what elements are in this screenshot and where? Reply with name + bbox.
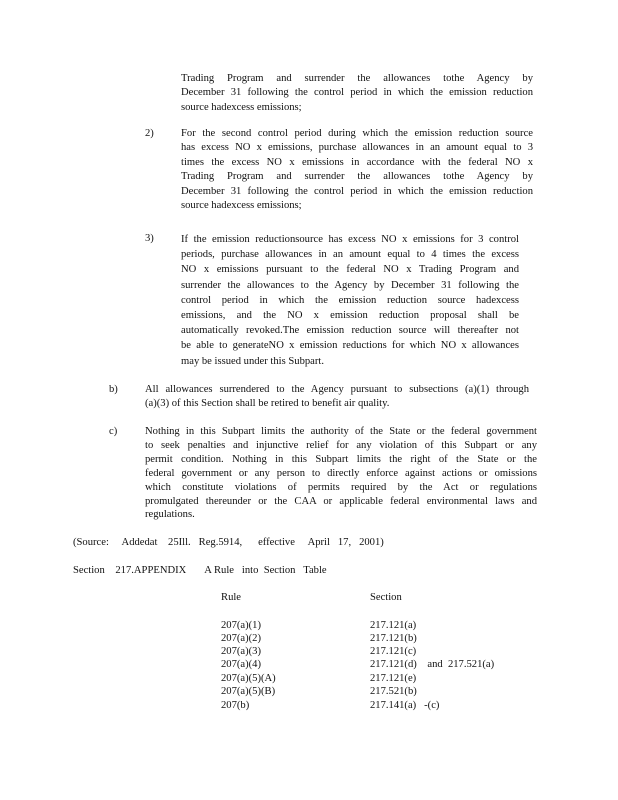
table-cell-rule: 207(a)(3) — [221, 646, 262, 657]
text-line: surrender the allowances to the Agency by December 31 following the — [181, 279, 519, 291]
text-line: (a)(3) of this Section shall be retired to benefit air quality. — [145, 398, 390, 410]
table-cell-section: 217.141(a) -(c) — [370, 700, 440, 711]
text-line: Trading Program and surrender the allowances tothe Agency by — [181, 73, 533, 84]
text-line: December 31 following the control period in which the emission reduction — [181, 185, 533, 197]
column-header-rule: Rule — [221, 592, 242, 603]
text-line: times the excess NO x emissions in accordance with the federal NO x — [181, 156, 533, 168]
item-b-label: b) — [109, 384, 118, 395]
table-cell-section: 217.121(c) — [370, 646, 417, 657]
text-line: federal government or any person to directly enforce against actions or omissions — [145, 467, 537, 479]
text-line: source hadexcess emissions; — [181, 200, 302, 212]
appendix-heading: Section 217.APPENDIX A Rule into Section Table — [73, 565, 327, 576]
text-line: If the emission reductionsource has excess NO x emissions for 3 control — [181, 234, 519, 245]
table-cell-section: 217.121(e) — [370, 673, 417, 684]
table-cell-rule: 207(b) — [221, 700, 250, 711]
text-line: permit condition. Nothing in this Subpart limits the right of the State or the — [145, 453, 537, 465]
table-cell-rule: 207(a)(2) — [221, 633, 262, 644]
text-line: to seek penalties and injunctive relief for any violation of this Subpart or any — [145, 439, 537, 451]
text-line: source hadexcess emissions; — [181, 101, 302, 113]
text-line: Nothing in this Subpart limits the authority of the State or the federal government — [145, 426, 537, 437]
text-line: promulgated thereunder or the CAA or applicable federal environmental laws and — [145, 495, 537, 507]
column-header-section: Section — [370, 592, 402, 603]
text-line: December 31 following the control period in which the emission reduction — [181, 87, 533, 99]
table-cell-rule: 207(a)(5)(A) — [221, 673, 276, 684]
text-line: may be issued under this Subpart. — [181, 355, 324, 367]
item-2-label: 2) — [145, 128, 154, 139]
text-line: control period in which the emission reduction source hadexcess — [181, 294, 519, 306]
text-line: All allowances surrendered to the Agency pursuant to subsections (a)(1) through — [145, 384, 529, 395]
text-line: NO x emissions pursuant to the federal NO x Trading Program and — [181, 264, 519, 276]
text-line: For the second control period during which the emission reduction source — [181, 128, 533, 139]
item-c-label: c) — [109, 426, 118, 437]
text-line: has excess NO x emissions, purchase allowances in an amount equal to 3 — [181, 142, 533, 154]
table-cell-section: 217.121(b) — [370, 633, 417, 644]
text-line: regulations. — [145, 509, 195, 521]
text-line: which constitute violations of permits required by the Act or regulations — [145, 481, 537, 493]
text-line: emissions, and the NO x emission reduction proposal shall be — [181, 310, 519, 322]
text-line: be able to generateNO x emission reductions for which NO x allowances — [181, 340, 519, 352]
table-cell-section: 217.121(a) — [370, 620, 417, 631]
table-cell-rule: 207(a)(5)(B) — [221, 686, 276, 697]
text-line: automatically revoked.The emission reduction source will thereafter not — [181, 325, 519, 337]
table-cell-section: 217.521(b) — [370, 686, 417, 697]
text-line: periods, purchase allowances in an amount equal to 4 times the excess — [181, 249, 519, 261]
text-line: Trading Program and surrender the allowances tothe Agency by — [181, 171, 533, 183]
table-cell-section: 217.121(d) and 217.521(a) — [370, 659, 495, 670]
table-cell-rule: 207(a)(1) — [221, 620, 262, 631]
item-3-label: 3) — [145, 233, 154, 244]
source-note: (Source: Addedat 25Ill. Reg.5914, effective April 17, 2001) — [73, 537, 384, 548]
table-cell-rule: 207(a)(4) — [221, 659, 262, 670]
